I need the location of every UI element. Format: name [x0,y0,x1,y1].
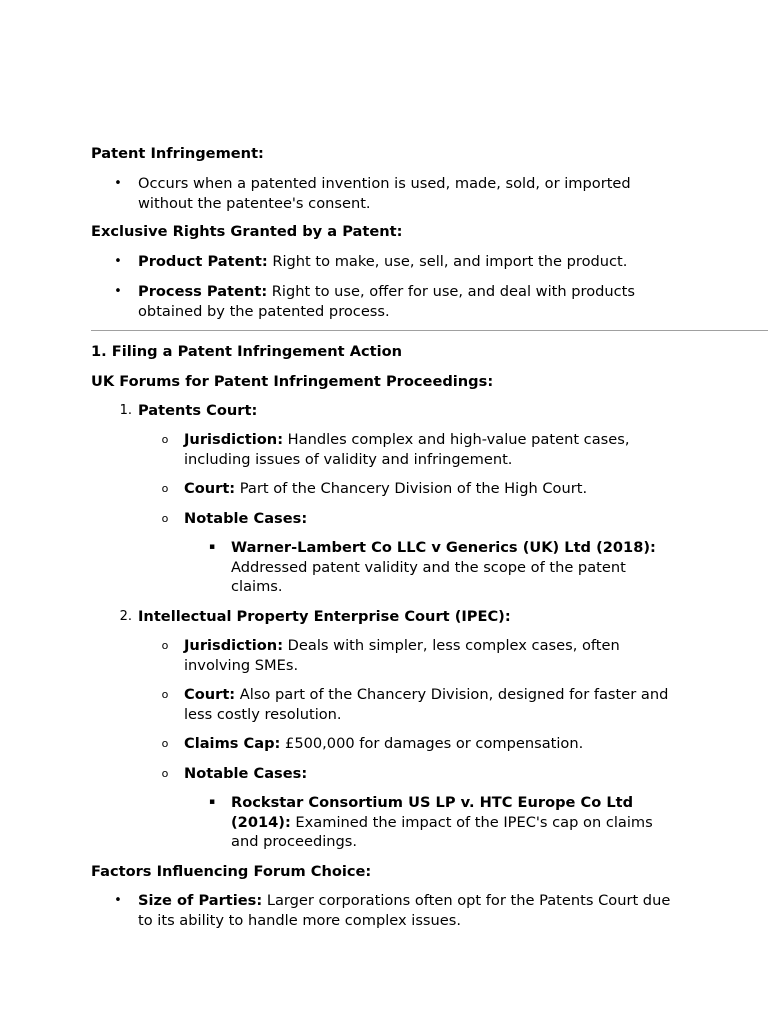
list-item-product-patent [114,252,678,272]
list-item-notable-cases [161,764,674,784]
circle-marker: o [161,688,169,701]
list-number: 1. [119,403,132,418]
list-item-court [161,685,674,724]
product-patent-label: Product Patent: [138,253,268,270]
case-name: Rockstar Consortium US LP v. HTC Europe Co Ltd (2014): [231,794,634,831]
list-item-notable-cases [161,509,674,529]
jurisdiction-label: Jurisdiction: [184,431,284,448]
heading-factors: Factors Influencing Forum Choice: [91,863,372,880]
court-label: Court: [184,480,236,497]
list-item-ipec [119,607,678,627]
case-text: Addressed patent validity and the scope of the patent claims. [231,558,626,596]
case-name: Warner-Lambert Co LLC v Generics (UK) Ltd (2018): [231,539,656,556]
court-text: Part of the Chancery Division of the High Court. [235,480,588,497]
forum-title: Patents Court: [138,402,258,419]
heading-patent-infringement: Patent Infringement: [91,145,264,162]
circle-marker: o [161,433,169,446]
court-text: Also part of the Chancery Division, designed for faster and less costly resolution. [184,686,669,723]
circle-marker: o [161,512,169,525]
list-item-patents-court [119,401,678,421]
list-item-case-warner-lambert [208,538,671,597]
bullet-marker: • [114,284,122,299]
circle-marker: o [161,639,169,652]
list-item-court [161,479,674,499]
claims-cap-label: Claims Cap: [184,735,281,752]
product-patent-text: Right to make, use, sell, and import the product. [267,253,628,270]
list-item-claims-cap [161,734,674,754]
list-number: 2. [119,609,132,624]
jurisdiction-text: Handles complex and high-value patent cases, including issues of validity and infringement. [184,431,630,468]
process-patent-label: Process Patent: [138,283,268,300]
circle-marker: o [161,482,169,495]
list-item-size-of-parties [114,891,678,930]
heading-exclusive-rights: Exclusive Rights Granted by a Patent: [91,223,403,240]
bullet-marker: • [114,254,122,269]
horizontal-divider [91,330,768,331]
notable-cases-label: Notable Cases: [184,510,308,527]
heading-uk-forums: UK Forums for Patent Infringement Proceedings: [91,373,494,390]
list-item-jurisdiction [161,636,674,675]
heading-filing-action: 1. Filing a Patent Infringement Action [91,343,403,360]
list-item-infringement-definition [114,174,678,213]
bullet-marker: • [114,893,122,908]
jurisdiction-label: Jurisdiction: [184,637,284,654]
square-marker: ▪ [208,542,216,552]
court-label: Court: [184,686,236,703]
size-label: Size of Parties: [138,892,263,909]
list-item-process-patent [114,282,678,321]
circle-marker: o [161,767,169,780]
jurisdiction-text: Deals with simpler, less complex cases, often involving SMEs. [184,637,620,674]
list-item-case-rockstar [208,793,671,852]
list-item-text: Occurs when a patented invention is used, made, sold, or imported without the patentee's consent. [138,175,631,212]
circle-marker: o [161,737,169,750]
case-text: Examined the impact of the IPEC's cap on claims and proceedings. [231,813,653,851]
process-patent-text: Right to use, offer for use, and deal with products obtained by the patented process. [138,283,635,320]
size-text: Larger corporations often opt for the Patents Court due to its ability to handle more complex issues. [138,892,671,929]
list-item-jurisdiction [161,430,674,469]
bullet-marker: • [114,176,122,191]
claims-cap-text: £500,000 for damages or compensation. [280,735,584,752]
square-marker: ▪ [208,797,216,807]
notable-cases-label: Notable Cases: [184,765,308,782]
forum-title: Intellectual Property Enterprise Court (IPEC): [138,608,511,625]
